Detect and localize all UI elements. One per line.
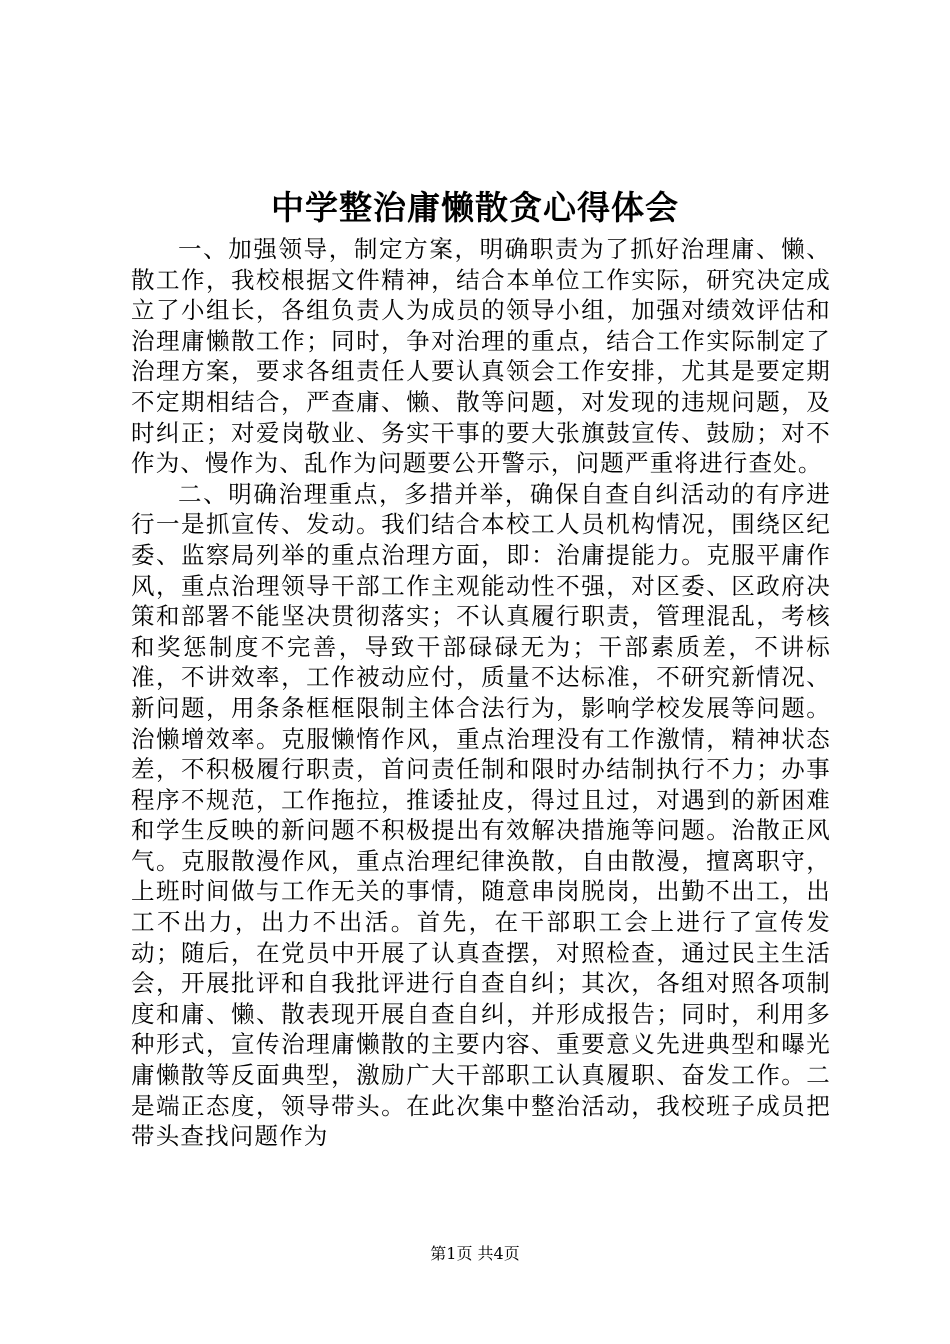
paragraph-2: 二、明确治理重点，多措并举，确保自查自纠活动的有序进行一是抓宣传、发动。我们结合本校工人员机构情况，围绕区纪委、监察局列举的重点治理方面，即：治庸提能力。克服平庸作风，重点治理领导干部工作主观能动性不强，对区委、区政府决策和部署不能坚决贯彻落实；不认真履行职责，管理混乱，考核和奖惩制度不完善，导致干部碌碌无为；干部素质差，不讲标准，不讲效率，工作被动应付，质量不达标准，不研究新情况、新问题，用条条框框限制主体合法行为，影响学校发展等问题。治懒增效率。克服懒惰作风，重点治理没有工作激情，精神状态差，不积极履行职责，首问责任制和限时办结制执行不力；办事程序不规范，工作拖拉，推诿扯皮，得过且过，对遇到的新困难和学生反映的新问题不积极提出有效解决措施等问题。治散正风气。克服散漫作风，重点治理纪律涣散，自由散漫，擅离职守，上班时间做与工作无关的事情，随意串岗脱岗，出勤不出工，出工不出力，出力不出活。首先，在干部职工会上进行了宣传发动；随后，在党员中开展了认真查摆，对照检查，通过民主生活会，开展批评和自我批评进行自查自纠；其次，各组对照各项制度和庸、懒、散表现开展自查自纠，并形成报告；同时，利用多种形式，宣传治理庸懒散的主要内容、重要意义先进典型和曝光庸懒散等反面典型，激励广大干部职工认真履职、奋发工作。二是端正态度，领导带头。在此次集中整治活动，我校班子成员把带头查找问题作为 [131, 479, 831, 1151]
paragraph-1: 一、加强领导，制定方案，明确职责为了抓好治理庸、懒、散工作，我校根据文件精神，结合本单位工作实际，研究决定成立了小组长，各组负责人为成员的领导小组，加强对绩效评估和治理庸懒散工作；同时，争对治理的重点，结合工作实际制定了治理方案，要求各组责任人要认真领会工作安排，尤其是要定期不定期相结合，严查庸、懒、散等问题，对发现的违规问题，及时纠正；对爱岗敬业、务实干事的要大张旗鼓宣传、鼓励；对不作为、慢作为、乱作为问题要公开警示，问题严重将进行查处。 [131, 235, 831, 478]
document-body [131, 234, 831, 1152]
page-number-footer: 第1页 共4页 [430, 1244, 520, 1263]
document-title: 中学整治庸懒散贪心得体会 [271, 188, 679, 227]
